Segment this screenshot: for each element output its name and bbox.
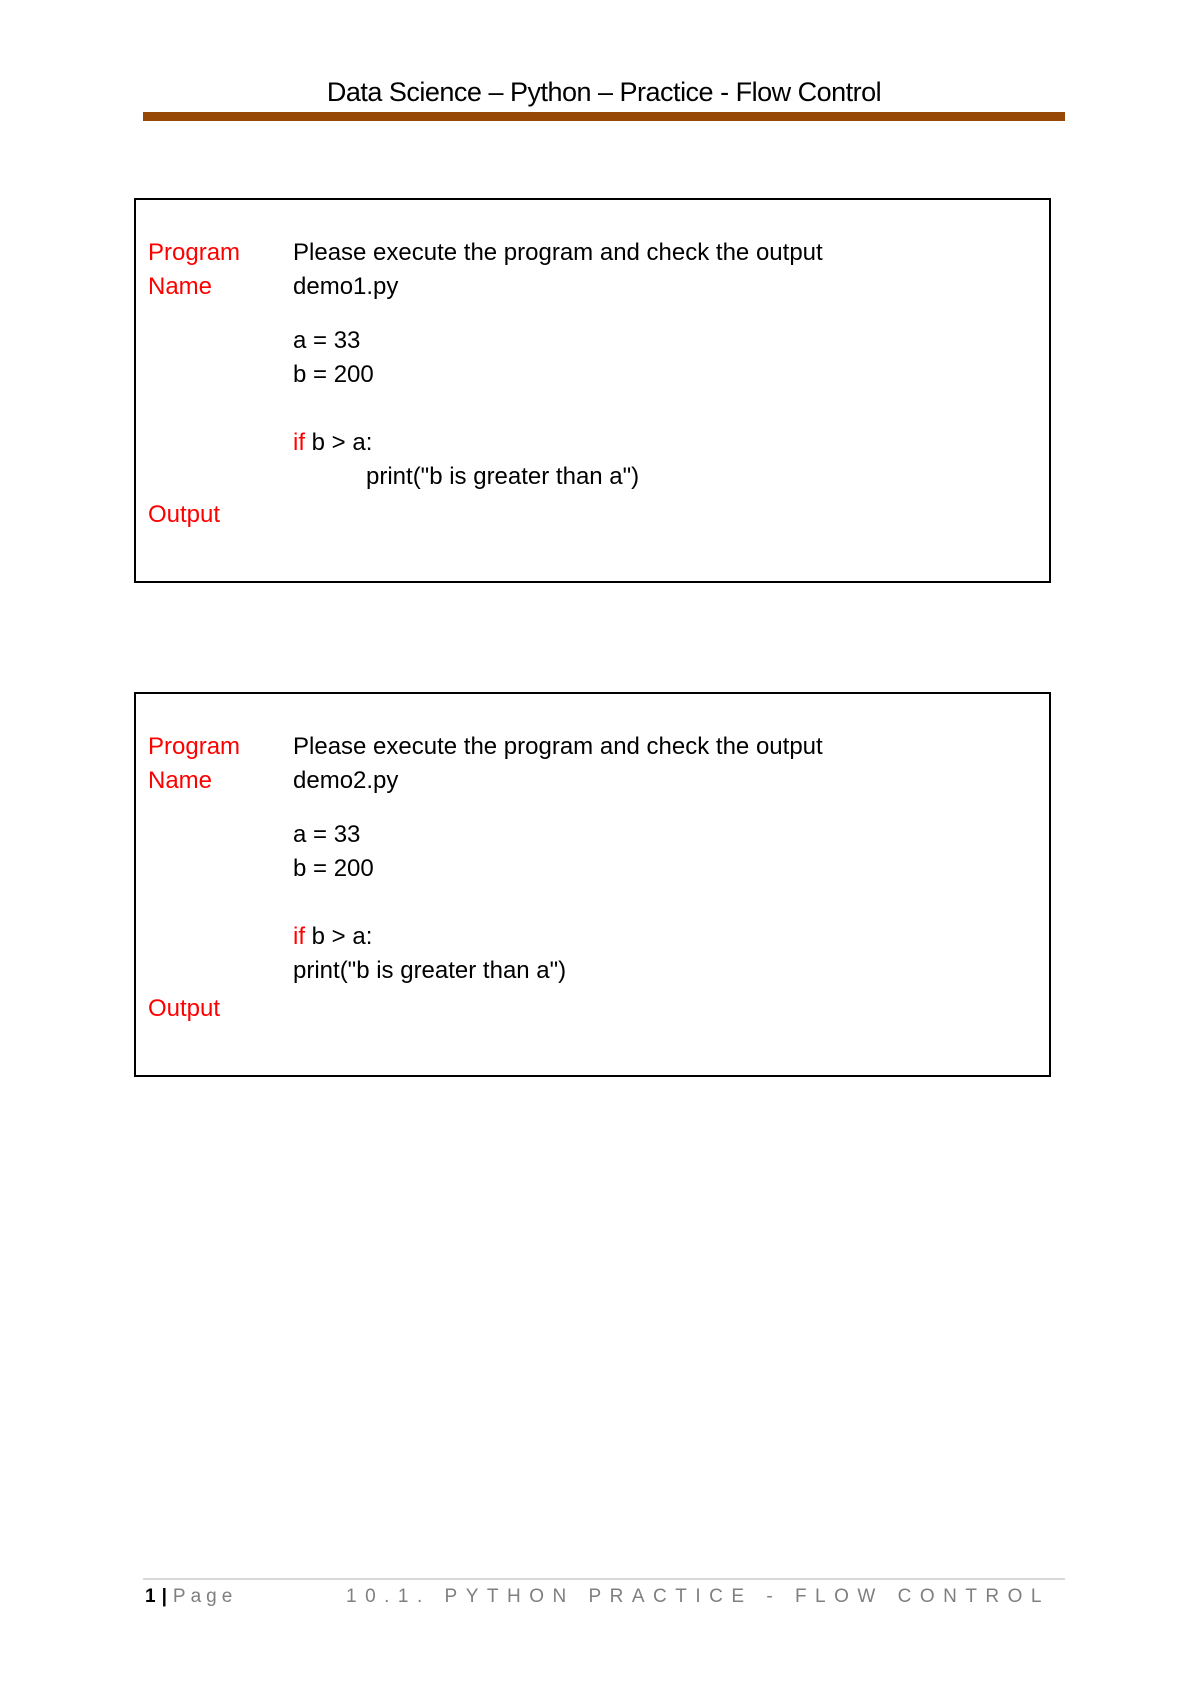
code-line-a: a = 33 [293, 327, 361, 354]
code-line-print [293, 460, 639, 494]
output-label: Output [148, 501, 221, 528]
print-statement: print("b is greater than a") [366, 463, 640, 490]
name-label: Name [148, 273, 213, 300]
page-word: Page [172, 1586, 238, 1607]
code-line-if [293, 920, 372, 954]
program-label: Program [148, 239, 241, 266]
header-title: Data Science – Python – Practice - Flow Control [326, 77, 882, 107]
footer-rule [143, 1578, 1065, 1580]
code-line-print [293, 954, 566, 988]
name-label: Name [148, 767, 213, 794]
if-keyword: if [293, 923, 305, 950]
if-condition: b > a: [305, 429, 373, 456]
output-label: Output [148, 995, 221, 1022]
page-separator: | [161, 1586, 167, 1607]
if-condition: b > a: [305, 923, 373, 950]
instruction-text: Please execute the program and check the output [293, 239, 823, 266]
footer-page-number [145, 1583, 237, 1611]
code-line-if [293, 426, 372, 460]
program-filename: demo1.py [293, 273, 399, 300]
code-line-b: b = 200 [293, 361, 374, 388]
if-keyword: if [293, 429, 305, 456]
exercise-box-2 [134, 692, 1051, 1077]
program-filename: demo2.py [293, 767, 399, 794]
footer-section-title: 10.1. PYTHON PRACTICE - FLOW CONTROL [346, 1586, 1050, 1607]
exercise-box-1 [134, 198, 1051, 583]
instruction-text: Please execute the program and check the output [293, 733, 823, 760]
page-number: 1 [145, 1586, 156, 1607]
code-line-a: a = 33 [293, 821, 361, 848]
program-label: Program [148, 733, 241, 760]
print-statement: print("b is greater than a") [293, 957, 567, 984]
header-rule [143, 112, 1065, 121]
code-line-b: b = 200 [293, 855, 374, 882]
